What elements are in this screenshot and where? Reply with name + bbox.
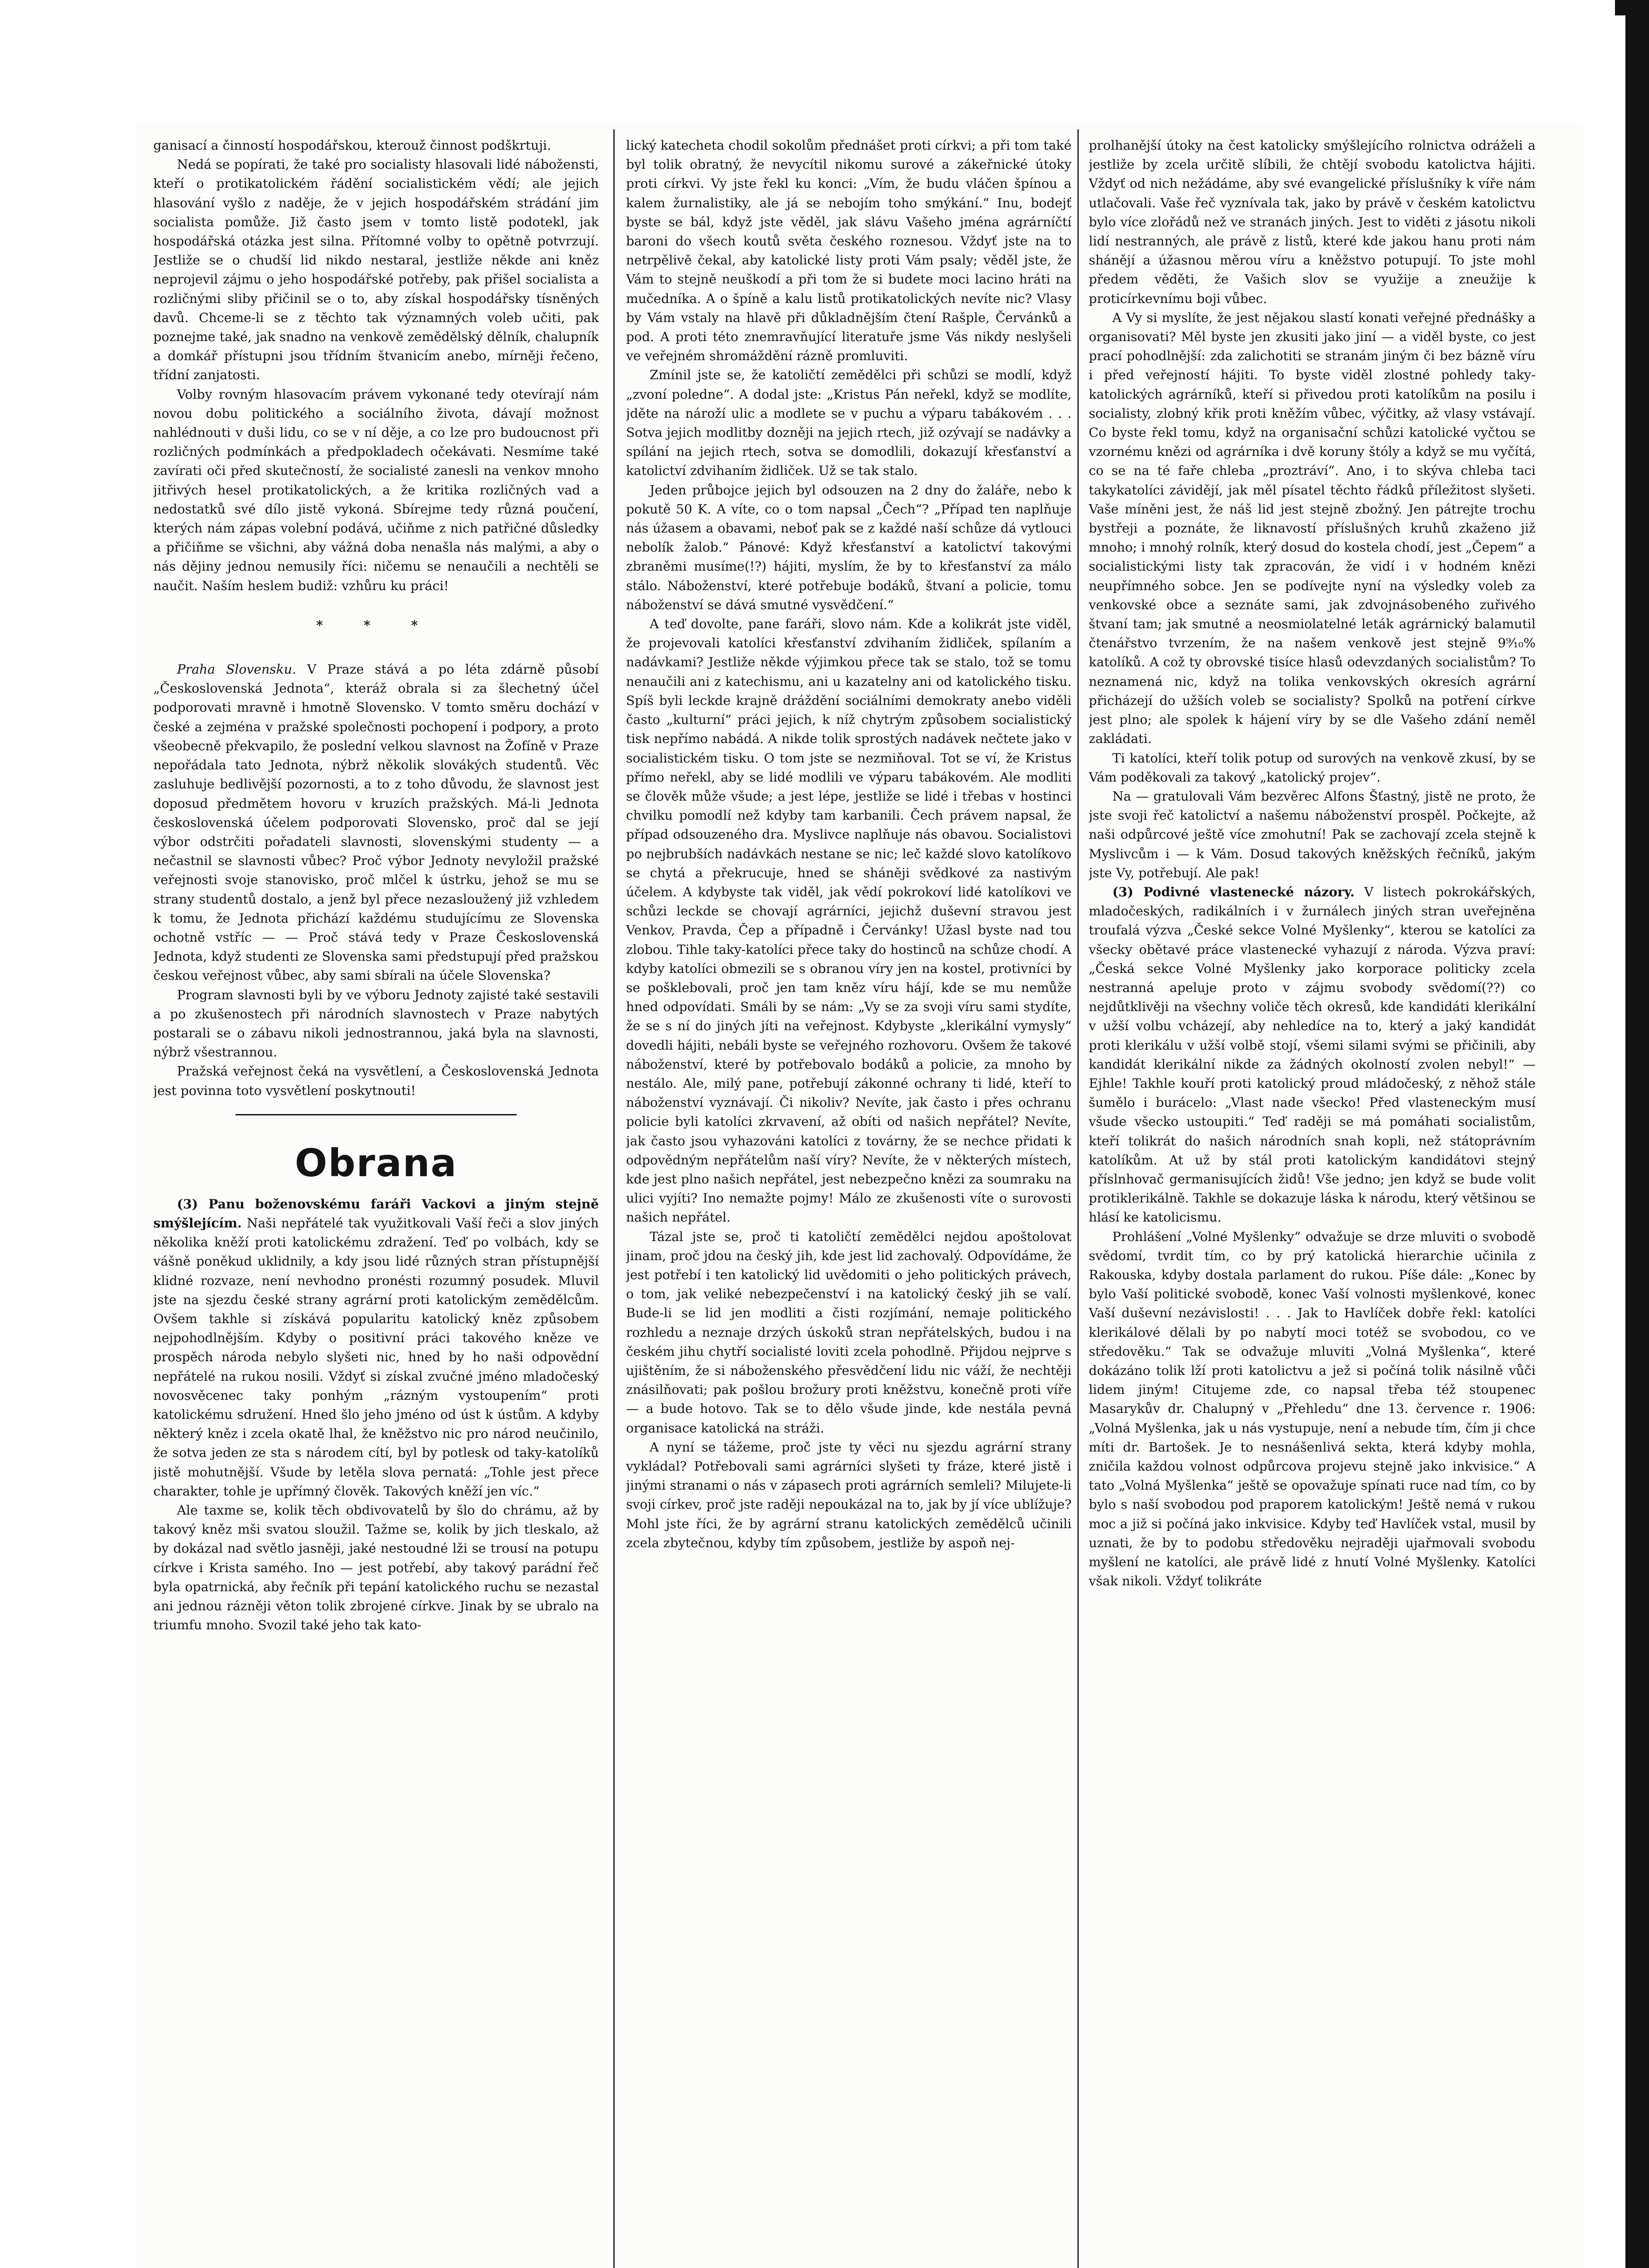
column-middle [626,136,1072,2268]
article-body: Naši nepřátelé tak využitkovali Vaší řeči a slov jiných několika kněží proti katolickému zdražení. Teď po volbách, kdy se vášně poněkud uklidnily, a kdy jsou lidé různých stran přístupnější klidné rozvaze, není nevhodno pronésti rozumný posudek. Mluvil jste na sjezdu české strany agrární proti katolickým zemědělcům. Ovšem takhle si získává popularitu katolický kněz způsobem nejpohodlnějším. Kdyby o positivní práci takového kněze ve prospěch národa nebylo slyšeti nic, hned by ho naši odpovědní nepřátelé na rukou nosili. Vždyť si získal zvučné jméno mladočeský novosvěcenec taky ponhým „rázným vystoupením“ proti katolickému sdružení. Hned šlo jeho jméno od úst k ústům. A kdyby některý kněz i zcela okatě lhal, že kněžstvo nic pro národ neučinilo, že sotva jeden ze sta s národem cítí, byl by potlesk od taky-katolíků jistě mohutnější. Všude by letěla slova pernatá: „Tohle jest přece charakter, tohle je upřímný člověk. Takových kněží jen víc.“ [153,1215,599,1499]
article-praha-slovensku [153,660,599,985]
article-body: V listech pokrokářských, mladočeských, radikálních i v žurnálech jiných stran uveřejněna troufalá výzva „České sekce Volné Myšlenky“, kterou se katolíci za všecky obětavé práce vlastenecké vyhazují z národa. Výzva praví: „Česká sekce Volné Myšlenky jako korporace politicky zcela nestranná apeluje proto v zájmu svobody svědomí(??) co nejdůtklivěji na všechny voliče těch okresů, kde kandidáti klerikální v užší volbu vcházejí, aby nehledíce na to, který a jaký kandidát proti klerikálu v užší volbě stojí, všemi silami svými se přičinili, aby kandidát klerikální nikde za žádných okolností zvolen nebyl!“ — Ejhle! Takhle kouří proti katolický proud mládočeský, z něhož stále šumělo i burácelo: „Vlast nade všecko! Před vlasteneckým musí všude všecko ustoupiti.“ Teď raději se má pomáhati socialistům, kteří tolikrát do našich národních snah kopli, než státoprávním katolíkům. At už by stál proti katolickým kandidátovi stejný příslnhovač germanisujících židů! Vše jedno; jen když se bude volit protiklerikálně. Takhle se dokazuje láska k národu, který většinou se hlásí ke katolicismu. [1089,884,1536,1225]
paragraph: ganisací a činností hospodářskou, kterouž činnost podškrtuji. [153,138,551,153]
paragraph: Na — gratulovali Vám bezvěrec Alfons Šťastný, jistě ne proto, že jste svoji řeč katolictví a našemu náboženství prospěl. Počkejte, až naši odpůrcové ještě více zmohutní! Pak se zachovají zcela stejně k Myslivcům i — k Vám. Dosud takových kněžských řečníků, jakým jste Vy, potřebují. Ale pak! [1089,788,1536,880]
article-vlastenecke-nazory [1089,883,1536,1227]
paragraph: A Vy si myslíte, že jest nějakou slastí konati veřejné přednášky a organisovati? Měl byste jen zkusiti jako jiní — a viděl byste, co jest prací pohodlnější: zda zalichotiti se stranám jiným či bez bázně víru i před veřejností hájiti. To byste viděl zlostné pohledy taky-katolických agrárníků, kteří si přivedou proti katolíkům na posilu i socialisty, zlobný křik proti kněžím vůbec, výčitky, až vlasy vstávají. Co byste řekl tomu, když na organisační schůzi katolické vyčtou se vzornému knězi od agrárníka i dvě koruny štóly a když se mu vyčítá, co se na té faře chleba „proztráví“. Ano, i to skýva chleba taci takykatolíci závidějí, jak měl písatel těchto řádků příležitost slyšeti. Vaše míněni jest, že náš lid jest stejně zbožný. Jen pátrejte trochu bystřeji a poznáte, že liknavostí příslušných kruhů zkaženo již mnoho; i mnohý rolník, který dosud do kostela chodí, jest „Čepem“ a socialistickými listy tak zpracován, že vidí i v hodném knězi neupřímného sobce. Jen se podívejte nyní na výsledky voleb za venkovské obce a seznáte sami, jak zdvojnásobeného zuřivého štvaní tam; jak smutné a neosmiolatelné leták agrárnický balamutil čtenářstvo tvrzením, že na našem venkově jest stejně 9⁹⁄₁₀% katolíků. A což ty obrovské tisíce hlasů odevzdaných socialistům? To neznamená nic, když na tolika venkovských okresích agrární přicházejí do užších voleb se socialisty? Spolků na potření církve jest plno; ale spolek k hájení víry by se dle Vašeho zdání neměl zakládati. [1089,310,1536,747]
paragraph: Tázal jste se, proč ti katoličtí zemědělci nejdou apoštolovat jinam, proč jdou na český jih, kde jest lid zachovalý. Odpovídáme, že jest potřebí i ten katolický lid uvědomiti o jeho politických právech, o tom, jak veliké nebezpečenství i na katolický český jih se valí. Bude-li se lid jen modliti a čisti rozjímání, nemaje politického rozhledu a neznaje drzých úskoků stran nepřátelských, budou i na českém jihu chytří socialisté loviti zcela pohodlně. Přijdou nejprve s ujištěním, že si náboženského přesvědčení lidu nic váží, že nechtěji znásilňovati; pak pošlou brožury proti kněžstvu, konečně proti víře — a bude hotovo. Tak se to dělo všude jinde, kde nestála pevná organisace katolická na stráži. [626,1229,1072,1436]
paragraph: A teď dovolte, pane faráři, slovo nám. Kde a kolikrát jste viděl, že projevovali katolíci křesťanství zdvihaním židliček, spílaním a nadávkami? Jestliže někde výjimkou přece tak se stalo, tož se tomu nenaučili ani z katechismu, ani u kazatelny ani od katolického tisku. Spíš byli leckde krajně dráždění sociálními demokraty anebo viděli často „kulturní“ práci jejich, k níž chytrým způsobem socialistický tisk nepřímo nabádá. A nikde tolik sprostých nadávek nečtete jako v socialistickém tisku. O tom jste se nezmiňoval. Tot se ví, že Kristus přímo neřekl, aby se lidé modlili ve výparu tabákovém. Ale modliti se člověk může všude; a jest lépe, jestliže se lidé i třebas v hostinci chvilku pomodlí než kdyby tam karbanili. Čech právem napsal, že případ odsouzeného dra. Myslivce naplňuje nás obavou. Socialistovi po nejbrubších nadávkách nestane se nic; leč každé slovo katolíkovo se chytá a překrucuje, hned se sháněji svědkové za nastivým účelem. A kdybyste tak viděl, jak vědí pokrokoví lidé katolíkovi ve schůzi leckde se chovají agrárníci, jejichž duševní stravou jest Venkov, Pravda, Čep a případně i Červánky! Užasl byste nad tou zlobou. Tihle taky-katolíci přece taky do hostinců na schůze chodí. A kdyby katolíci obmezili se s obranou víry jen na kostel, protivníci by se pošklebovali, proč jen tam kněz víru hájí, kde se mu nemůže hned odpovídati. Smáli by se nám: „Vy se za svoji víru sami stydíte, že se s ní do jiných jíti na veřejnost. Kdybyste „klerikální vymysly“ dovedli hájiti, nebáli byste se veřejného rozhovoru. Ovšem že takové náboženství, které by potřebovalo bodáků a policie, za mnoho by nestálo. Ale, milý pane, potřebují zákonné ochrany ti lidé, kteří to náboženství vyznávají. Či nikoliv? Nevíte, jak často i přes ochranu policie byli katolíci zkrvavení, až obíti od našich nepřátel? Nevíte, jak často jsou vyhazováni katolíci z továrny, že se nechce přidati k odpovědným nepřátelům naší víry? Nevíte, že v některých místech, kde jest plno našich nepřátel, jest nebezpečno knězi za soumraku na ulici vyjíti? Ino nemažte pojmy! Málo ze zkušenosti víte o surovosti našich nepřátel. [626,616,1072,1225]
section-title: Obrana [294,1140,458,1185]
paragraph: Nedá se popírati, že také pro socialisty hlasovali lidé nábožensti, kteří o protikatolickém řádění socialistickém vědí; ale jejich hlasování vyšlo z naděje, že v jejich hospodářském strádání jim socialista pomůže. Již často jsem v tomto listě podotekl, jak hospodářská otázka jest silna. Přítomné volby to opětně potvrzují. Jestliže se o chudší lid nikdo nestaral, jestliže někde ani kněz neprojevil zájmu o jeho hospodářské potřeby, pak přišel socialista a rozličnými sliby přičinil se o to, aby získal hospodářsky tísněných davů. Chceme-li se z těchto tak významných voleb učiti, pak poznejme také, jak snadno na venkově zemědělský dělník, chalupník a domkář přístupni jsou třídním štvanicím anebo, mírněji řečeno, třídní zanjatosti. [153,157,599,383]
divider [235,1114,517,1115]
paragraph: Program slavnosti byli by ve výboru Jednoty zajisté také sestavili a po zkušenostech při národních slavnostech v Praze nabytých postarali se o zábavu nikoli jednostrannou, jaká byla na slavnosti, nýbrž všestrannou. [153,987,599,1060]
paragraph: Jeden průbojce jejich byl odsouzen na 2 dny do žaláře, nebo k pokutě 50 K. A víte, co o tom napsal „Čech“? „Případ ten naplňuje nás úžasem a obavami, neboť pak se z každé naší schůze dá vytlouci nebolík žalob.“ Pánové: Když křesťanství a katolictví takovými zbraněmi musíme(!?) hájiti, myslím, že by to křesťanství za málo stálo. Náboženství, které potřebuje bodáků, štvaní a policie, tomu náboženství se dává smutné vysvědčení.“ [626,482,1072,612]
paragraph: Ti katolíci, kteří tolik potup od surových na venkově zkusí, by se Vám poděkovali za takový „katolický projev“. [1089,750,1536,785]
scan-edge-right [1625,0,1649,2268]
column-left [153,136,599,2268]
paragraph: Ale taxme se, kolik těch obdivovatelů by šlo do chrámu, až by takový kněz mši svatou sloužil. Tažme se, kolik by jich tleskalo, až by dokázal nad světlo jasněji, jaké nestoudné lži se trousí na potupu církve i Krista samého. Ino — jest potřebí, aby takový parádní řeč byla opatrnická, aby řečník při tepání katolického ruchu se nezastal ani jednou rázněji věton tolik zbrojené církve. Jinak by se ubralo na triumfu mnoho. Svozil také jeho tak kato- [153,1503,599,1633]
paragraph: Volby rovným hlasovacím právem vykonané tedy otevírají nám novou dobu politického a sociálního života, dávají možnost nahlédnouti v duši lidu, co se v ní děje, a co lze pro budoucnost při rozličných podmínkách a předpokladech očekávati. Nesmíme také zavírati oči před skutečností, že socialisté zanesli na venkov mnoho jitřivých hesel protikatolických, a že kritika rozličných vad a nedostatků své dílo jistě vykoná. Sbírejme tedy různá poučení, kterých nám zápas volební podává, učiňme z nich patřičné důsledky a přičiňme se všichni, aby vážná doba nenašla nás malými, a aby o nás dějiny jednou nemusily říci: ničemu se nenaučili a nechtěli se naučit. Naším heslem budiž: vzhůru ku práci! [153,386,599,593]
column-divider [613,129,615,2268]
column-right [1089,136,1536,2268]
section-separator: * * * [316,617,436,633]
paragraph: lický katecheta chodil sokolům přednášet proti církvi; a při tom také byl tolik obratný, že nevycítil nikomu surové a zákeřnické útoky proti církvi. Vy jste řekl ku konci: „Vím, že budu vláčen špínou a kalem žurnalistiky, ale já se nebojím toho smýkání.“ Inu, bodejť byste se bál, když jste věděl, jak slávu Vašeho jména agrárníčtí baroni do všech koutů světa českého roznesou. Vždyť jste na to netrpělivě čekal, aby katolické listy proti Vám psaly; věděl jste, že Vám to stejně neuškodí a při tom že si budete moci lacino hráti na mučedníka. A o špíně a kalu listů protikatolických nevíte nic? Vlasy by Vám vstaly na hlavě při důkladnějším čtení Rašple, Červánků a pod. A proti této znemravňující literatuře jsme Vás nikdy neslyšeli ve veřejném shromáždění rázně promluviti. [626,138,1072,364]
paragraph: Zmínil jste se, že katoličtí zemědělci při schůzi se modlí, když „zvoní poledne“. A dodal jste: „Kristus Pán neřekl, když se modlíte, jděte na nároží ulic a modlete se v puchu a výparu tabákovém . . . Sotva jejich modlitby dozněji na jejich rtech, již ozývají se nadávky a spílání na jejich rtech, sotva se domodlili, dokazují křesťanství a katolictví zdvihaním židliček. Už se tak stalo. [626,367,1072,479]
paragraph: Prohlášení „Volné Myšlenky“ odvažuje se drze mluviti o svobodě svědomí, tvrdit tím, co by prý katolická hierarchie učinila z Rakouska, kdyby dostala parlament do rukou. Píše dále: „Konec by bylo Vaší politické svobodě, konec Vaší volnosti myšlenkové, konec Vaší duševní nezávislosti! . . . Jak to Havlíček dobře řekl: katolíci klerikálové dělali by po nabytí moci totéž se svobodou, co ve středověku.“ Tak se odvažuje mluviti „Volná Myšlenka“, které dokázáno tolik lží proti katolictvu a jež si počíná tolik násilně vůči lidem jiným! Citujeme zde, co napsal třeba též stoupenec Masarykův dr. Chalupný v „Přehledu“ dne 13. července r. 1906: „Volná Myšlenka, jak u nás vystupuje, není a nebude tím, čím ji chce míti dr. Bartošek. Je to nesnášenlivá sekta, která kdyby mohla, zničila každou volnost odpůrcova projevu stejně jako inkvisice.“ A tato „Volná Myšlenka“ ještě se opovažuje spínati ruce nad tím, co by bylo s naší svobodou pod praporem katolickým! Ještě nemá v rukou moc a již si počíná jako inkvisice. Kdyby teď Havlíček vstal, musil by uznati, že by to podobu středověku nejraději ujařmovali svobodu myšlení ne katolíci, ale právě lidé z hnutí Volné Myšlenky. Katolíci však nikoli. Vždyť tolikráte [1089,1229,1536,1589]
paragraph: Pražská veřejnost čeká na vysvětlení, a Československá Jednota jest povinna toto vysvětlení poskytnouti! [153,1064,599,1098]
article-lead: (3) Podivné vlastenecké názory. [1112,884,1355,899]
column-divider [1077,129,1079,2268]
paragraph: prolhanější útoky na čest katolicky smýšlejícího rolnictva odráželi a jestliže by zcela určitě slíbili, že chtějí svobodu katolictva hájiti. Vždyť od nich nežádáme, aby své evangelické příslušníky k víře nám utlačovali. Vaše řeč vyznívala tak, jako by právě v českém katolictvu bylo více zlořádů než ve stranách jiných. Jest to viděti z jásotu nikoli lidí nestranných, ale právě z listů, které kde jakou hanu proti nám shánějí a úžasnou měrou víru a kněžstvo potupují. To jste mohl předem věděti, že Vašich slov se využije a zneužije k proticírkevnímu boji vůbec. [1089,138,1536,306]
article-lead: (3) Panu boženovskému faráři Vackovi a jiným stejně smýšlejícím. [153,1196,599,1231]
article-obrana [153,1195,599,1501]
paragraph: A nyní se tážeme, proč jste ty věci nu sjezdu agrární strany vykládal? Potřebovali sami agrárníci slyšeti ty fráze, které jistě i jinými stranami o nás v zápasech proti agrárních semleli? Milujete-li svoji církev, proč jste raději nepoukázal na to, jak by jí více ublížuje? Mohl jste říci, že by agrární stranu katolických zemědělců učinili zcela zbytečnou, kdyby tím způsobem, jestliže by aspoň nej- [626,1439,1072,1550]
article-body: V Praze stává a po léta zdárně působí „Československá Jednota“, kteráž obrala si za šlechetný účel podporovati mravně i hmotně Slovensko. V tomto směru dochází v české a zejména v pražské společnosti pochopení i podpory, a proto všeobecně překvapilo, že poslední velkou slavnost na Žofíně v Praze nepořádala tato Jednota, nýbrž několik slovákých studentů. Věc zasluhuje bedlivější pozornosti, a to z toho důvodu, že slavnost jest doposud předmětem hovoru v kruzích pražských. Má-li Jednota československá účelem podporovati Slovensko, proč dal se její výbor odstrčiti pořadateli slavnosti, slovenskými studenty — a nečastnil se slavnosti vůbec? Proč výbor Jednoty nevyložil pražské veřejnosti svoje stanovisko, proč mlčel k ústrku, jehož se mu se strany studentů dostalo, a jenž byl přece nezasloužený již vzhledem k tomu, že Jednota přichází každému studujícímu ze Slovenska ochotně vstříc — — Proč stává tedy v Praze Československá Jednota, když studenti ze Slovenska sami předstupují před pražskou českou veřejnost vůbec, aby sami sbírali na účele Slovenska? [153,662,599,983]
article-lead: Praha Slovensku. [177,662,296,677]
